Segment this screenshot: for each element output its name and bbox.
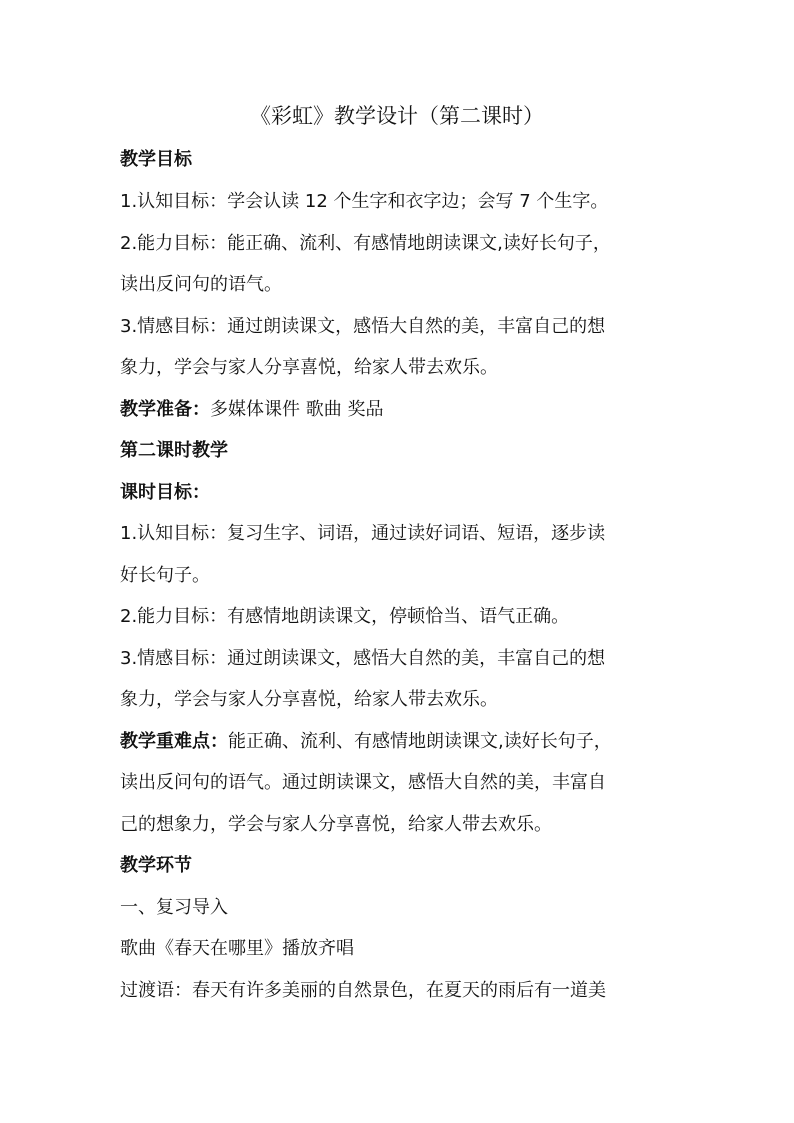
key-points-text: 能正确、流利、有感情地朗读课文,读好长句子， xyxy=(228,731,612,752)
key-points-line1 xyxy=(120,729,680,755)
step-review-intro: 一、复习导入 xyxy=(120,897,228,918)
prep-label: 教学准备： xyxy=(120,399,210,420)
lesson-goal-emotion-line1: 3.情感目标：通过朗读课文，感悟大自然的美，丰富自己的想 xyxy=(120,648,606,669)
lesson-goal-ability: 2.能力目标：有感情地朗读课文，停顿恰当、语气正确。 xyxy=(120,606,570,627)
heading-lesson-goals: 课时目标： xyxy=(120,482,210,503)
goal-emotion-line2: 象力，学会与家人分享喜悦，给家人带去欢乐。 xyxy=(120,357,498,378)
heading-second-lesson: 第二课时教学 xyxy=(120,440,228,461)
transition-text: 过渡语：春天有许多美丽的自然景色，在夏天的雨后有一道美 xyxy=(120,980,606,1001)
document-title: 《彩虹》教学设计（第二课时） xyxy=(250,104,544,128)
goal-emotion-line1: 3.情感目标：通过朗读课文，感悟大自然的美，丰富自己的想 xyxy=(120,316,606,337)
lesson-goal-emotion-line2: 象力，学会与家人分享喜悦，给家人带去欢乐。 xyxy=(120,689,498,710)
goal-cognitive: 1.认知目标：学会认读 12 个生字和衣字边；会写 7 个生字。 xyxy=(120,191,609,212)
heading-teaching-steps: 教学环节 xyxy=(120,855,192,876)
key-points-line3: 己的想象力，学会与家人分享喜悦，给家人带去欢乐。 xyxy=(120,814,552,835)
heading-teaching-goals: 教学目标 xyxy=(120,149,192,170)
key-points-label: 教学重难点： xyxy=(120,731,228,752)
lesson-goal-cognitive-line1: 1.认知目标：复习生字、词语，通过读好词语、短语，逐步读 xyxy=(120,523,606,544)
teaching-prep xyxy=(120,397,680,423)
goal-ability-line2: 读出反问句的语气。 xyxy=(120,274,282,295)
key-points-line2: 读出反问句的语气。通过朗读课文，感悟大自然的美，丰富自 xyxy=(120,772,606,793)
song-activity: 歌曲《春天在哪里》播放齐唱 xyxy=(120,938,354,959)
prep-value: 多媒体课件 歌曲 奖品 xyxy=(210,399,384,420)
goal-ability-line1: 2.能力目标：能正确、流利、有感情地朗读课文,读好长句子， xyxy=(120,233,611,254)
lesson-goal-cognitive-line2: 好长句子。 xyxy=(120,565,210,586)
